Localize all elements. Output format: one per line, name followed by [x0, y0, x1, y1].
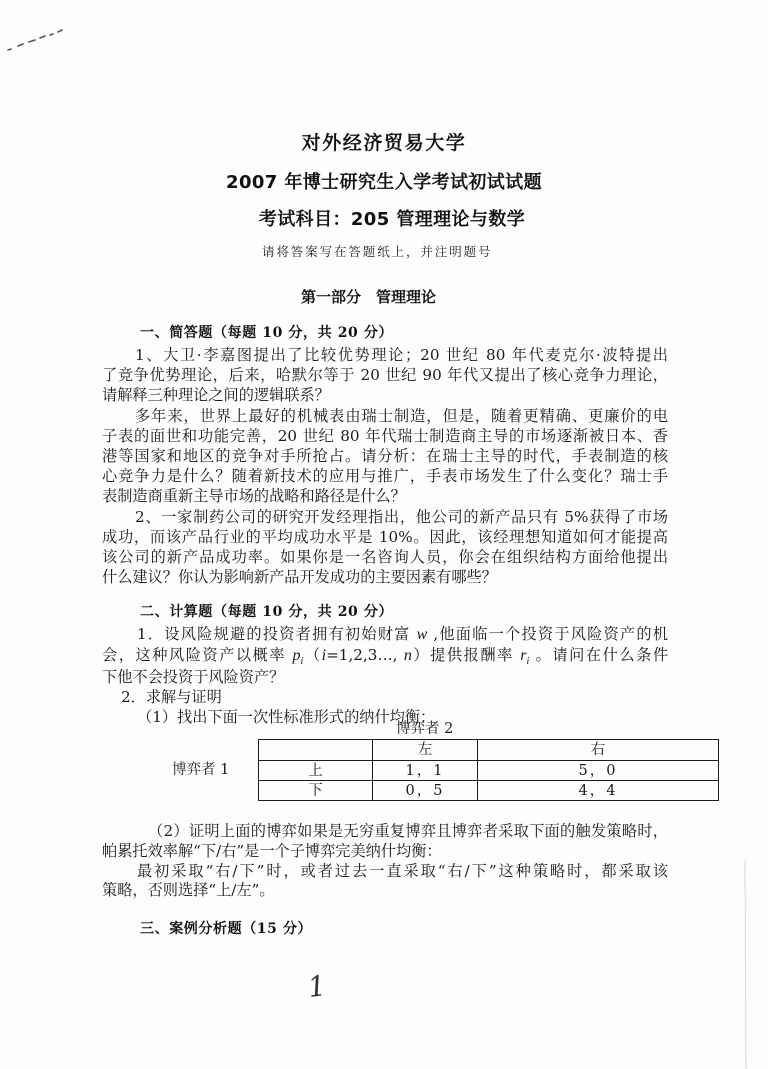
- return-symbol: r: [520, 647, 527, 665]
- probability-symbol: p: [292, 647, 301, 665]
- question-1-line: 1、大卫·李嘉图提出了比较优势理论；20 世纪 80 年代麦克尔·波特提出: [135, 346, 668, 364]
- payoff-matrix: [258, 739, 719, 801]
- payoff-corner-cell: [259, 740, 373, 761]
- column-left-label: 左: [373, 740, 478, 761]
- strategy-line: 最初采取“右/下”时，或者过去一直采取“右/下”这种策略时，都采取该: [137, 861, 668, 880]
- question-1-case-line: 子表的面世和功能完善，20 世纪 80 年代瑞士制造商主导的市场逐渐被日本、香: [102, 426, 668, 445]
- index-range: =1,2,3…,: [326, 646, 404, 665]
- calc-question-1-line: [102, 624, 668, 645]
- payoff-cell: 0，5: [373, 781, 478, 801]
- payoff-cell: 4，4: [478, 781, 719, 801]
- question-text: 。请问在什么条件: [529, 646, 669, 665]
- section-1-questions: [102, 345, 668, 587]
- payoff-cell: 5，0: [478, 761, 719, 781]
- question-2-line: 成功，而该产品行业的平均成功水平是 10%。因此，该经理想知道如何才能提高: [102, 527, 668, 546]
- question-1-line: 请解释三种理论之间的逻辑联系？: [102, 386, 330, 405]
- question-1-case-line: 港等国家和地区的竞争对手所抢占。请分析：在瑞士主导的时代，手表制造的核: [102, 447, 668, 466]
- row-up-label: 上: [259, 761, 373, 781]
- part-2-line: 帕累托效率解“下/右”是一个子博弈完美纳什均衡：: [102, 841, 442, 860]
- return-subscript: i: [526, 656, 530, 668]
- exam-title: 2007 年博士研究生入学考试初试试题: [226, 172, 542, 193]
- question-1-case-line: 多年来，世界上最好的机械表由瑞士制造，但是，随着更精确、更廉价的电: [135, 406, 668, 425]
- calc-question-2-part-1: （1）找出下面一次性标准形式的纳什均衡：: [137, 708, 436, 727]
- university-name: 对外经济贸易大学: [301, 132, 467, 154]
- section-2-heading: 二、计算题（每题 10 分，共 20 分）: [140, 604, 394, 620]
- strategy-line: 策略，否则选择“上/左”。: [102, 881, 275, 900]
- payoff-row: [259, 781, 719, 801]
- column-right-label: 右: [478, 740, 719, 761]
- payoff-row: [259, 761, 719, 781]
- calc-question-2-part-2: [102, 822, 668, 901]
- question-1-case-line: 心竞争力是什么？随着新技术的应用与推广，手表市场发生了什么变化？瑞士手: [102, 467, 668, 486]
- question-2-line: 该公司的新产品成功率。如果你是一名咨询人员，你会在组织结构方面给他提出: [102, 548, 668, 567]
- part-one-title: 第一部分 管理理论: [301, 288, 437, 306]
- section-1-heading: 一、简答题（每题 10 分，共 20 分）: [140, 325, 394, 341]
- part-2-line: （2）证明上面的博弈如果是无穷重复博弈且博弈者采取下面的触发策略时，: [148, 822, 668, 840]
- section-2-questions: [102, 624, 668, 727]
- question-1-line: 了竞争优势理论，后来，哈默尔等于 20 世纪 90 年代又提出了核心竞争力理论，: [102, 366, 668, 385]
- question-2-line: 2、一家制药公司的研究开发经理指出，他公司的新产品只有 5%获得了市场: [135, 507, 668, 526]
- scan-edge-line: [740, 860, 750, 1069]
- wealth-symbol: w: [416, 626, 428, 643]
- calc-question-2-heading: 2．求解与证明: [121, 687, 222, 706]
- question-1-case-line: 表制造商重新主导市场的战略和路径是什么？: [102, 487, 406, 506]
- index-symbol: i: [321, 647, 327, 665]
- section-3-heading: 三、案例分析题（15 分）: [140, 921, 313, 937]
- probability-subscript: i: [300, 656, 304, 668]
- paren-open: （: [303, 646, 322, 665]
- player-2-label: 博弈者 2: [396, 721, 454, 737]
- player-1-label: 博弈者 1: [172, 762, 230, 778]
- payoff-header-row: [259, 740, 719, 761]
- payoff-cell: 1，1: [373, 761, 478, 781]
- index-max: n: [403, 647, 412, 665]
- question-text: 1．设风险规避的投资者拥有初始财富: [137, 625, 417, 643]
- question-text: 会，这种风险资产以概率: [102, 646, 293, 665]
- exam-subject: 考试科目：205 管理理论与数学: [258, 209, 526, 230]
- answer-instruction: 请将答案写在答题纸上，并注明题号: [262, 244, 493, 259]
- question-2-line: 什么建议？你认为影响新产品开发成功的主要因素有哪些？: [102, 568, 497, 587]
- row-down-label: 下: [259, 781, 373, 801]
- calc-question-1-line: 下他不会投资于风险资产？: [102, 667, 285, 686]
- question-text: ）提供报酬率: [411, 646, 521, 665]
- scan-marks: [0, 18, 70, 58]
- calc-question-1-line: [102, 645, 668, 666]
- question-text: ,他面临一个投资于风险资产的机: [427, 625, 668, 643]
- handwritten-page-number: 1: [305, 968, 328, 1005]
